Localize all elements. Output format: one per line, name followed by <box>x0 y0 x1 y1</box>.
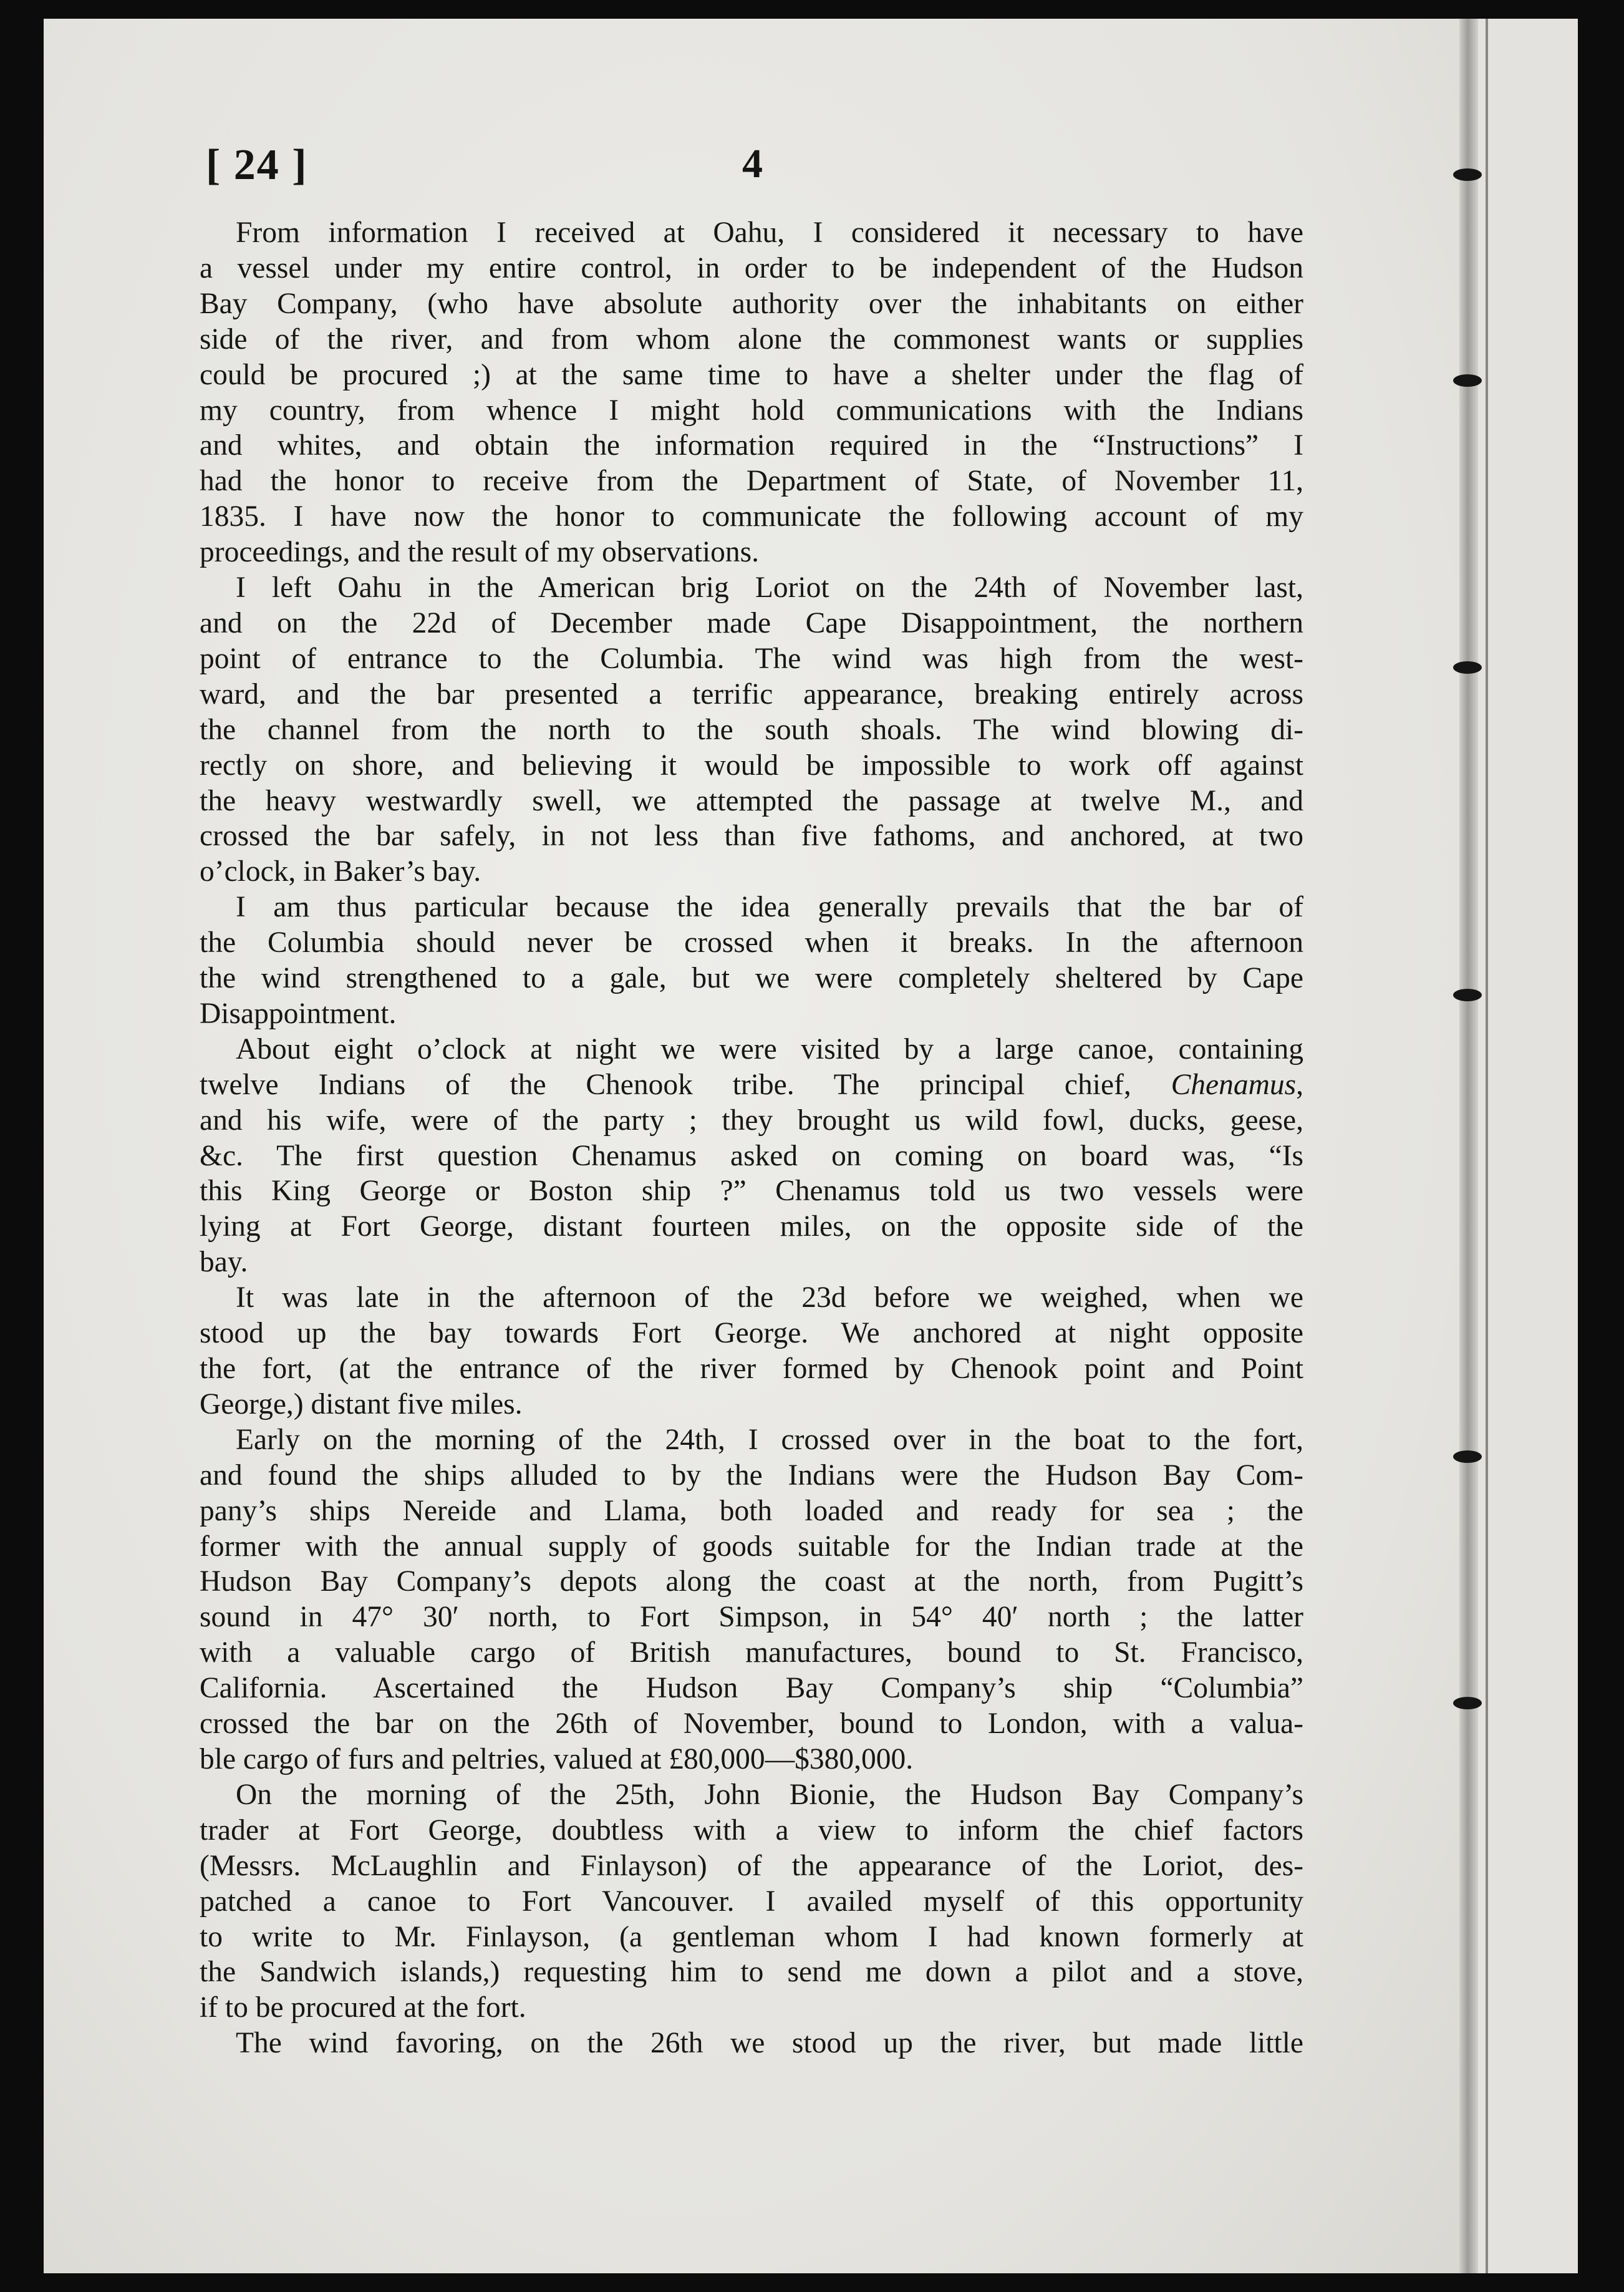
text-line: a vessel under my entire control, in order to be independent of the Hudson <box>200 251 1303 284</box>
text-line: On the morning of the 25th, John Bionie, the Hudson Bay Company’s <box>236 1778 1303 1811</box>
text-line: twelve Indians of the Chenook tribe. The principal chief, Chenamus, <box>200 1068 1303 1101</box>
binding-hole <box>1453 661 1482 674</box>
text-line: to write to Mr. Finlayson, (a gentleman whom I had known formerly at <box>200 1920 1303 1953</box>
binding-hole <box>1453 989 1482 1001</box>
text-line: the fort, (at the entrance of the river formed by Chenook point and Point <box>200 1352 1303 1385</box>
text-line: this King George or Boston ship ?” Chenamus told us two vessels were <box>200 1175 1303 1208</box>
binding-gutter <box>1459 19 1478 2273</box>
text-line: crossed the bar safely, in not less than five fathoms, and anchored, at two <box>200 820 1303 853</box>
text-line: Bay Company, (who have absolute authority over the inhabitants on either <box>200 287 1303 320</box>
text-line: I am thus particular because the idea generally prevails that the bar of <box>236 891 1303 924</box>
text-line: the channel from the north to the south shoals. The wind blowing di- <box>200 713 1303 746</box>
text-line: crossed the bar on the 26th of November, bound to London, with a valua- <box>200 1707 1303 1741</box>
text-line: stood up the bay towards Fort George. We anchored at night opposite <box>200 1317 1303 1350</box>
page-header <box>206 140 1328 190</box>
text-line: with a valuable cargo of British manufactures, bound to St. Francisco, <box>200 1636 1303 1669</box>
text-line: o’clock, in Baker’s bay. <box>200 855 481 888</box>
text-line: rectly on shore, and believing it would be impossible to work off against <box>200 749 1303 782</box>
page-number: 4 <box>742 141 763 187</box>
text-line: The wind favoring, on the 26th we stood up the river, but made little <box>236 2027 1303 2060</box>
binding-hole <box>1453 1697 1482 1709</box>
text-line: (Messrs. McLaughlin and Finlayson) of the appearance of the Loriot, des- <box>200 1849 1303 1882</box>
binding-hole <box>1453 1450 1482 1463</box>
text-line: California. Ascertained the Hudson Bay Company’s ship “Columbia” <box>200 1672 1303 1705</box>
text-line: pany’s ships Nereide and Llama, both loaded and ready for sea ; the <box>200 1494 1303 1527</box>
text-line: and found the ships alluded to by the Indians were the Hudson Bay Com- <box>200 1459 1303 1492</box>
text-line: I left Oahu in the American brig Loriot on the 24th of November last, <box>236 571 1303 605</box>
document-reference: [ 24 ] <box>206 141 308 189</box>
text-line: my country, from whence I might hold communications with the Indians <box>200 394 1303 427</box>
text-line: if to be procured at the fort. <box>200 1991 526 2024</box>
text-line: It was late in the afternoon of the 23d before we weighed, when we <box>236 1281 1303 1314</box>
text-line: About eight o’clock at night we were visited by a large canoe, containing <box>236 1032 1303 1066</box>
text-line: the Columbia should never be crossed when it breaks. In the afternoon <box>200 926 1303 959</box>
binding-hole <box>1453 168 1482 181</box>
text-line: ward, and the bar presented a terrific appearance, breaking entirely across <box>200 677 1303 711</box>
binding-hole <box>1453 374 1482 387</box>
text-line: From information I received at Oahu, I considered it necessary to have <box>236 216 1303 249</box>
text-line: the wind strengthened to a gale, but we were completely sheltered by Cape <box>200 962 1303 995</box>
text-line: had the honor to receive from the Department of State, of November 11, <box>200 465 1303 498</box>
text-line: lying at Fort George, distant fourteen miles, on the opposite side of the <box>200 1210 1303 1243</box>
text-line: and on the 22d of December made Cape Disappointment, the northern <box>200 606 1303 639</box>
text-line: and whites, and obtain the information required in the “Instructions” I <box>200 429 1303 462</box>
text-line: the Sandwich islands,) requesting him to send me down a pilot and a stove, <box>200 1956 1303 1989</box>
text-line: ble cargo of furs and peltries, valued at £80,000—$380,000. <box>200 1742 914 1775</box>
text-line: 1835. I have now the honor to communicate the following account of my <box>200 500 1303 533</box>
text-line: Hudson Bay Company’s depots along the coast at the north, from Pugitt’s <box>200 1565 1303 1598</box>
text-line: &c. The first question Chenamus asked on coming on board was, “Is <box>200 1139 1303 1172</box>
text-line: sound in 47° 30′ north, to Fort Simpson, in 54° 40′ north ; the latter <box>200 1601 1303 1634</box>
text-line: patched a canoe to Fort Vancouver. I availed myself of this opportunity <box>200 1885 1303 1918</box>
text-line: former with the annual supply of goods suitable for the Indian trade at the <box>200 1530 1303 1563</box>
text-line: trader at Fort George, doubtless with a view to inform the chief factors <box>200 1814 1303 1847</box>
text-line: George,) distant five miles. <box>200 1387 523 1420</box>
facing-page-edge <box>1478 19 1578 2273</box>
text-line: point of entrance to the Columbia. The wind was high from the west- <box>200 642 1303 675</box>
text-line: could be procured ;) at the same time to have a shelter under the flag of <box>200 358 1303 391</box>
text-line: bay. <box>200 1246 248 1279</box>
text-line: Disappointment. <box>200 997 397 1030</box>
text-line: Early on the morning of the 24th, I crossed over in the boat to the fort, <box>236 1423 1303 1456</box>
text-line: and his wife, were of the party ; they brought us wild fowl, ducks, geese, <box>200 1104 1303 1137</box>
text-line: side of the river, and from whom alone the commonest wants or supplies <box>200 323 1303 356</box>
body-text <box>200 215 1303 2061</box>
text-line: proceedings, and the result of my observations. <box>200 536 760 569</box>
text-line: the heavy westwardly swell, we attempted the passage at twelve M., and <box>200 784 1303 817</box>
